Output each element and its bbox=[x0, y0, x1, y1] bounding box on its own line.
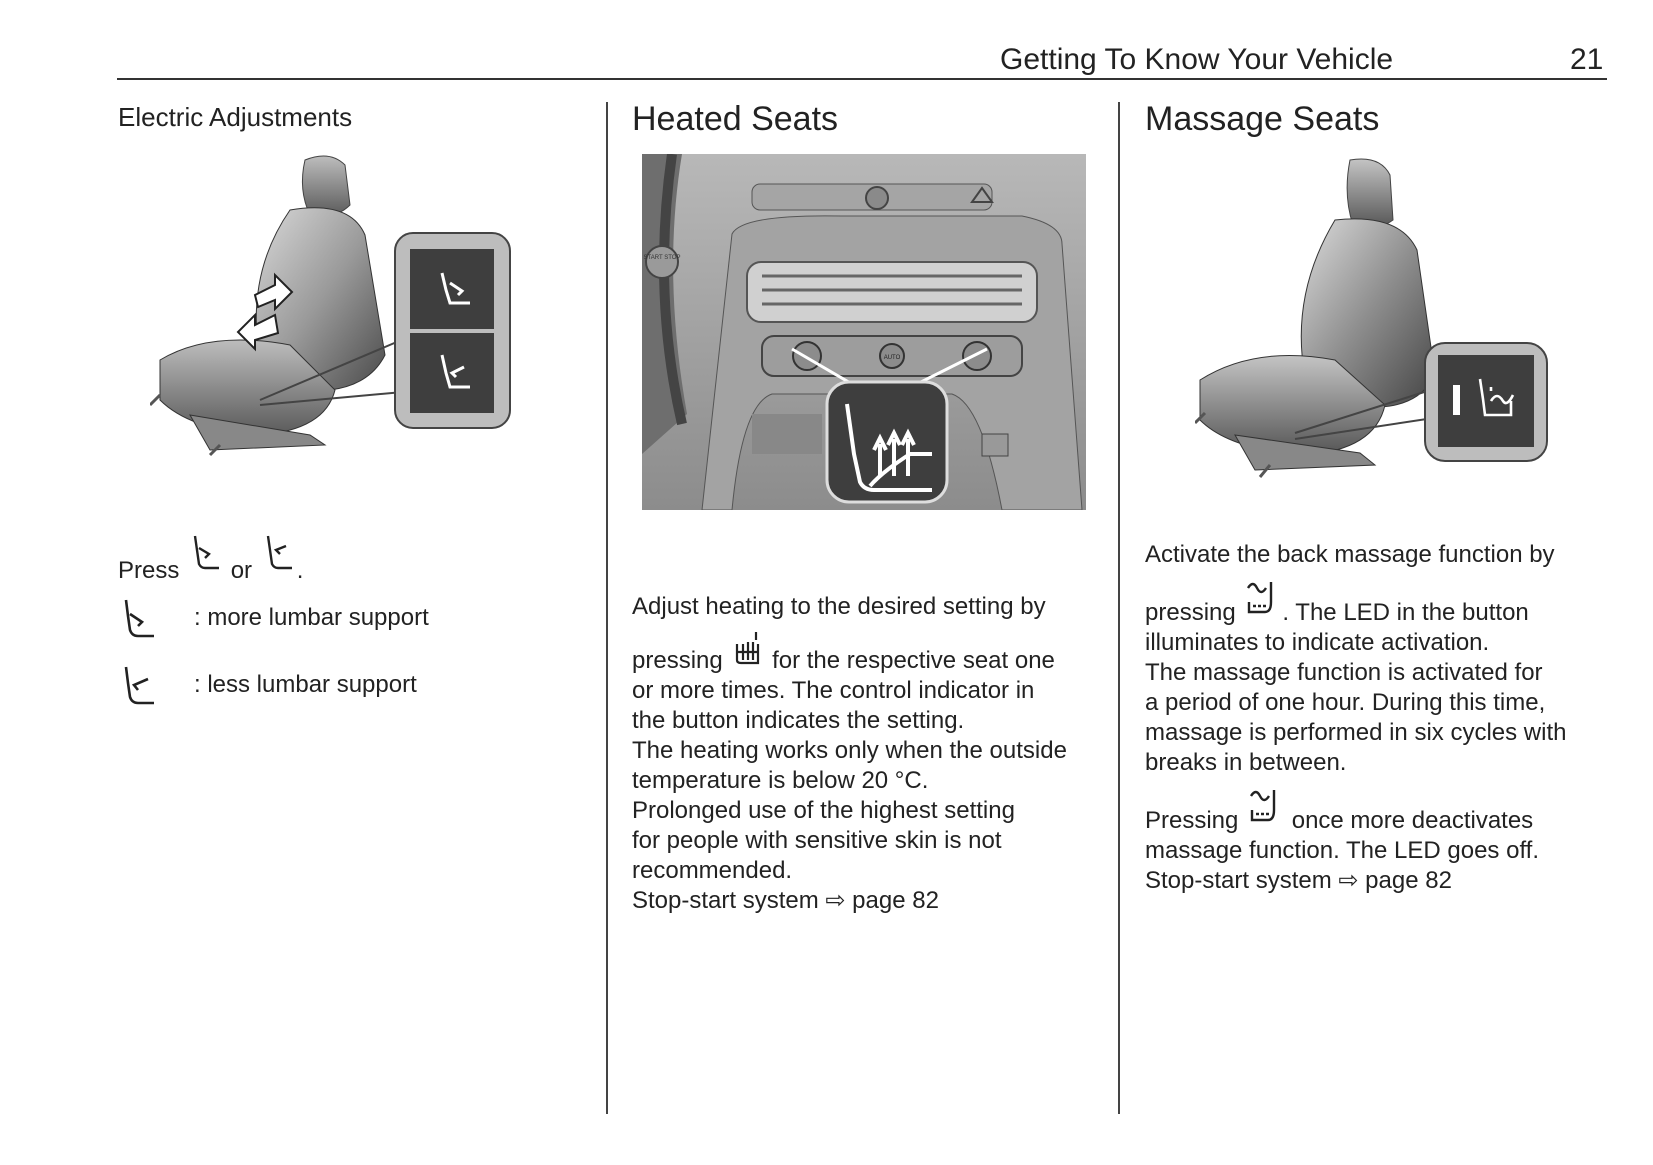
heated-p1b-pre: pressing bbox=[632, 647, 723, 674]
heated-p1b-post: for the respective seat one bbox=[772, 647, 1055, 674]
press-word: Press bbox=[118, 557, 180, 584]
massage-p1b-post: . The LED in the button bbox=[1282, 599, 1529, 626]
massage-p1a: Activate the back massage function by bbox=[1145, 541, 1555, 568]
massage-icon bbox=[1248, 786, 1282, 826]
heated-seats-illustration bbox=[642, 154, 1086, 510]
heated-p3b: for people with sensitive skin is not bbox=[632, 827, 1002, 854]
massage-p3a-post: once more deactivates bbox=[1291, 807, 1534, 834]
lumbar-less-icon bbox=[118, 663, 158, 707]
massage-seats-text bbox=[1145, 540, 1615, 896]
massage-seats-heading: Massage Seats bbox=[1145, 100, 1380, 138]
massage-p3a bbox=[1145, 786, 1615, 836]
massage-p2c: massage is performed in six cycles with bbox=[1145, 719, 1567, 746]
lumbar-seat-illustration bbox=[150, 145, 550, 485]
heated-p1c: or more times. The control indicator in bbox=[632, 677, 1035, 704]
massage-p3a-pre: Pressing bbox=[1145, 807, 1239, 834]
heated-seats-text bbox=[632, 592, 1102, 916]
legend-text-more: : more lumbar support bbox=[194, 604, 429, 631]
heated-p1b bbox=[632, 630, 1102, 676]
lumbar-more-icon bbox=[118, 596, 158, 640]
massage-p1b bbox=[1145, 578, 1615, 628]
or-word: or bbox=[230, 557, 253, 584]
massage-p1c: illuminates to indicate activation. bbox=[1145, 629, 1490, 656]
massage-icon bbox=[1245, 578, 1279, 618]
massage-xref-link[interactable]: Stop-start system ⇨ page 82 bbox=[1145, 867, 1452, 894]
page-number: 21 bbox=[1570, 43, 1604, 76]
heated-p1d: the button indicates the setting. bbox=[632, 707, 965, 734]
start-stop-label: START STOP bbox=[643, 255, 681, 261]
header-divider bbox=[117, 78, 1607, 80]
electric-adjustments-heading: Electric Adjustments bbox=[118, 102, 353, 132]
heated-xref-link[interactable]: Stop-start system ⇨ page 82 bbox=[632, 887, 939, 914]
legend-text-less: : less lumbar support bbox=[194, 671, 417, 698]
period: . bbox=[296, 557, 304, 584]
massage-p2a: The massage function is activated for bbox=[1145, 659, 1543, 686]
lumbar-less-icon bbox=[262, 532, 294, 572]
auto-label: AUTO bbox=[883, 355, 901, 361]
massage-p1b-pre: pressing bbox=[1145, 599, 1236, 626]
massage-p2d: breaks in between. bbox=[1145, 749, 1347, 776]
massage-p2b: a period of one hour. During this time, bbox=[1145, 689, 1546, 716]
heated-p2a: The heating works only when the outside bbox=[632, 737, 1067, 764]
massage-p3b: massage function. The LED goes off. bbox=[1145, 837, 1540, 864]
heated-p2b: temperature is below 20 °C. bbox=[632, 767, 929, 794]
column-divider-2 bbox=[1118, 102, 1120, 1114]
lumbar-more-icon bbox=[189, 532, 221, 572]
heated-p3a: Prolonged use of the highest setting bbox=[632, 797, 1015, 824]
massage-seat-illustration bbox=[1195, 155, 1565, 495]
seat-heat-icon bbox=[732, 630, 762, 666]
press-instruction bbox=[118, 532, 518, 586]
heated-p1a: Adjust heating to the desired setting by bbox=[632, 593, 1046, 620]
running-header: Getting To Know Your Vehicle bbox=[1000, 43, 1394, 76]
heated-seats-heading: Heated Seats bbox=[632, 100, 839, 138]
heated-p3c: recommended. bbox=[632, 857, 793, 884]
column-divider-1 bbox=[606, 102, 608, 1114]
